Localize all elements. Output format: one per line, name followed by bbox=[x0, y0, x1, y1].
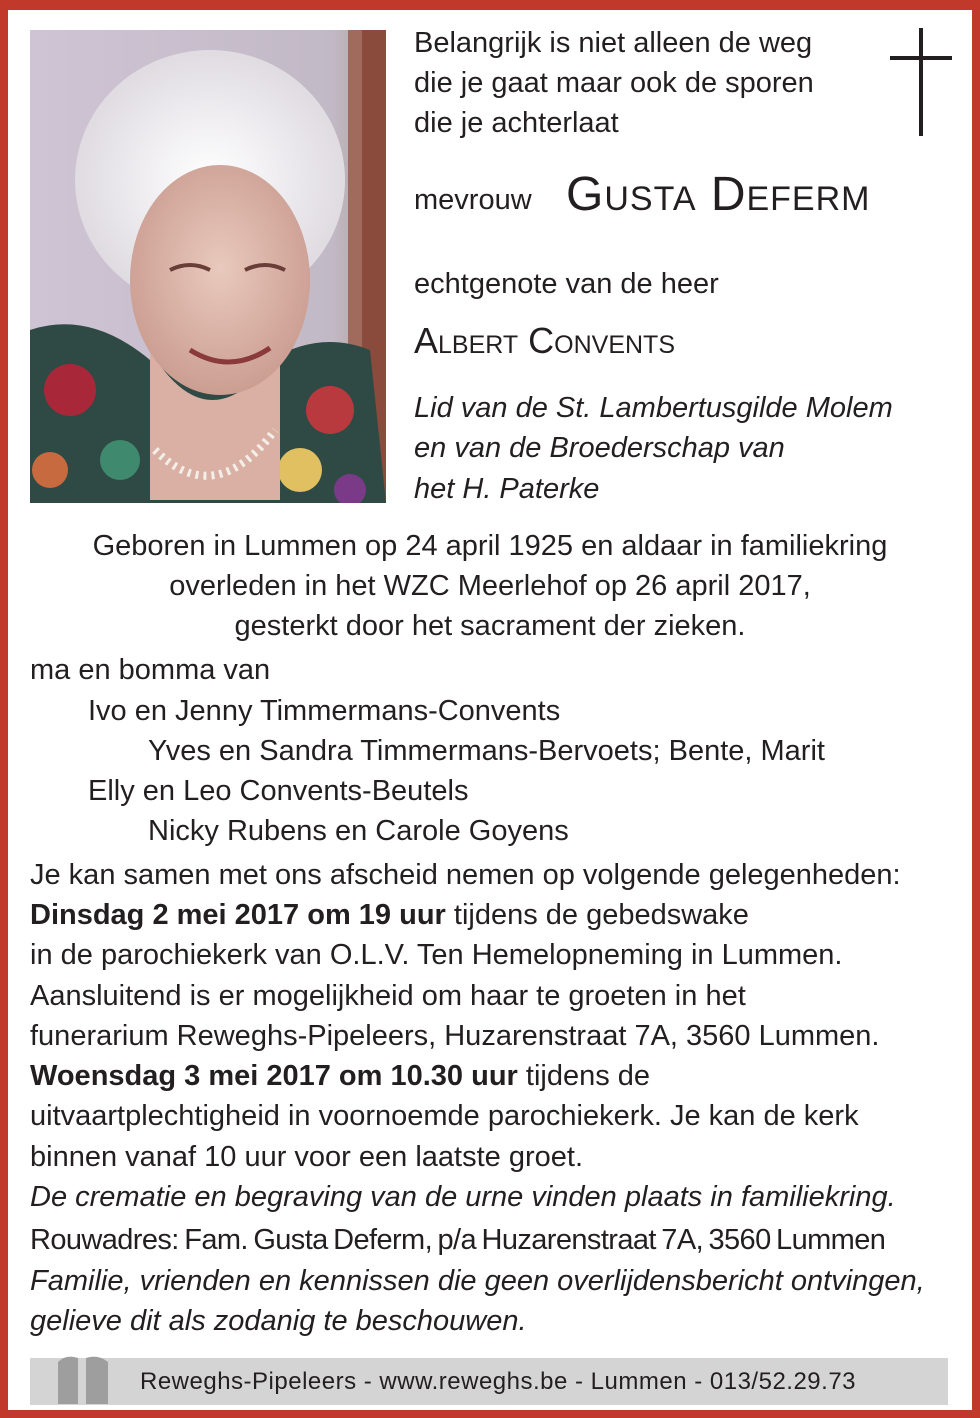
membership-line-2: en van de Broederschap van bbox=[414, 432, 785, 464]
quote-line-3: die je achterlaat bbox=[414, 107, 619, 139]
cremation-note: De crematie en begraving van de urne vinden plaats in familiekring. bbox=[30, 1181, 896, 1213]
funeral-line-2: uitvaartplechtigheid in voornoemde parochiekerk. Je kan de kerk bbox=[30, 1100, 859, 1132]
membership-line-3: het H. Paterke bbox=[414, 473, 600, 505]
portrait-photo bbox=[30, 30, 386, 503]
funeral-date: Woensdag 3 mei 2017 om 10.30 uur bbox=[30, 1060, 518, 1092]
family-member: Ivo en Jenny Timmermans-Convents bbox=[88, 695, 561, 727]
greet-line-2: funerarium Reweghs-Pipeleers, Huzarenstraat 7A, 3560 Lummen. bbox=[30, 1020, 880, 1052]
membership-line-1: Lid van de St. Lambertusgilde Molem bbox=[414, 392, 893, 424]
spouse-intro: echtgenote van de heer bbox=[414, 268, 719, 300]
cross-icon bbox=[890, 28, 952, 136]
greet-line-1: Aansluitend is er mogelijkheid om haar te groeten in het bbox=[30, 980, 746, 1012]
family-member: Yves en Sandra Timmermans-Bervoets; Bente, Marit bbox=[148, 735, 825, 767]
deceased-name: Gusta Deferm bbox=[566, 168, 871, 221]
family-member: Elly en Leo Convents-Beutels bbox=[88, 775, 469, 807]
funeral-home-logo bbox=[58, 1352, 118, 1404]
family-intro: ma en bomma van bbox=[30, 654, 271, 686]
wake-date: Dinsdag 2 mei 2017 om 19 uur bbox=[30, 899, 446, 931]
quote-line-2: die je gaat maar ook de sporen bbox=[414, 67, 814, 99]
family-member: Nicky Rubens en Carole Goyens bbox=[148, 815, 569, 847]
wake-place: in de parochiekerk van O.L.V. Ten Hemelopneming in Lummen. bbox=[30, 939, 843, 971]
funeral-line bbox=[30, 1056, 650, 1096]
funeral-text: tijdens de bbox=[517, 1060, 651, 1092]
notice-line-1: Familie, vrienden en kennissen die geen overlijdensbericht ontvingen, bbox=[30, 1265, 925, 1297]
ceremony-intro: Je kan samen met ons afscheid nemen op volgende gelegenheden: bbox=[30, 859, 901, 891]
birth-line-3: gesterkt door het sacrament der zieken. bbox=[234, 610, 746, 642]
spouse-name: Albert Convents bbox=[414, 320, 675, 361]
wake-line bbox=[30, 895, 749, 935]
birth-line-1: Geboren in Lummen op 24 april 1925 en aldaar in familiekring bbox=[92, 530, 888, 562]
mourning-address: Rouwadres: Fam. Gusta Deferm, p/a Huzarenstraat 7A, 3560 Lummen bbox=[30, 1224, 886, 1256]
birth-line-2: overleden in het WZC Meerlehof op 26 april 2017, bbox=[169, 570, 811, 602]
funeral-line-3: binnen vanaf 10 uur voor een laatste groet. bbox=[30, 1141, 583, 1173]
deceased-prefix: mevrouw bbox=[414, 184, 532, 216]
quote-line-1: Belangrijk is niet alleen de weg bbox=[414, 27, 813, 59]
wake-text: tijdens de gebedswake bbox=[445, 899, 749, 931]
notice-line-2: gelieve dit als zodanig te beschouwen. bbox=[30, 1305, 527, 1337]
footer-text: Reweghs-Pipeleers - www.reweghs.be - Lummen - 013/52.29.73 bbox=[140, 1368, 857, 1395]
